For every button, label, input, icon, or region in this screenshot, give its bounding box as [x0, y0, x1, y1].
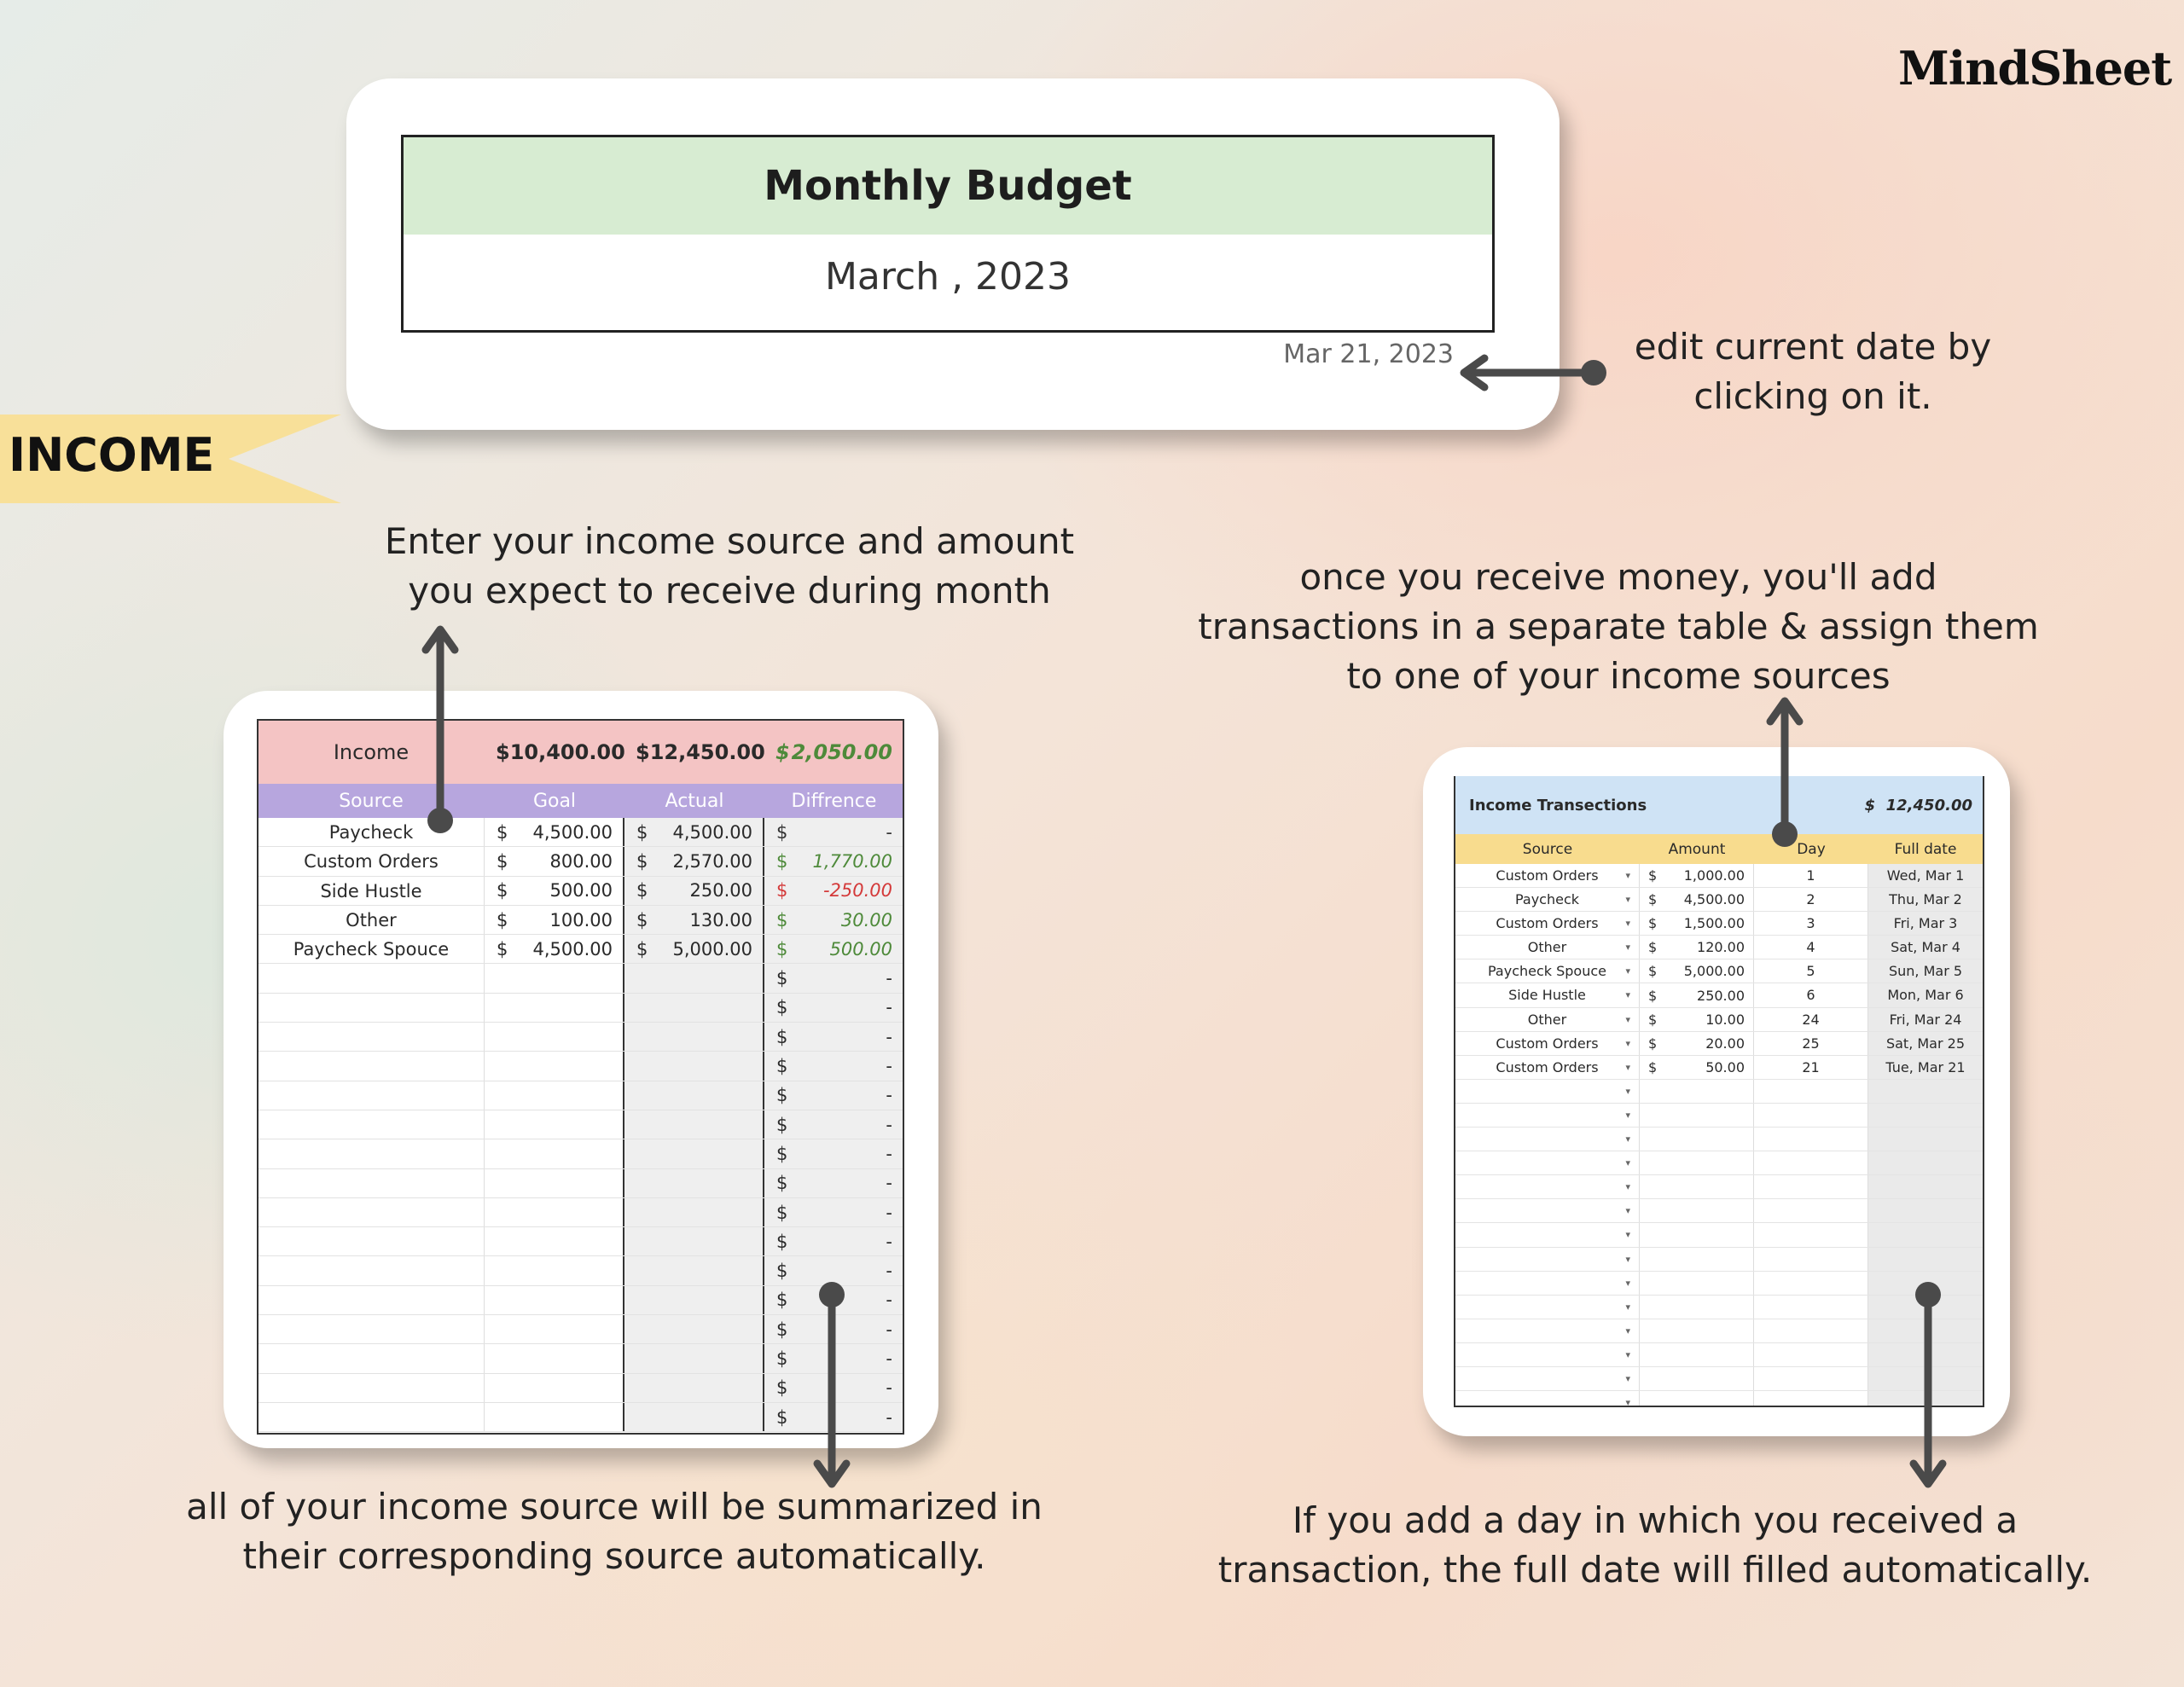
income-total-difference: 2,050.00 — [791, 740, 892, 764]
col-actual: Actual — [665, 790, 724, 812]
date-arrow-icon — [1464, 358, 1594, 387]
brand-logo: MindSheet — [1898, 41, 2172, 96]
income-difference-cell: $ - — [764, 1256, 903, 1284]
month-label: March , 2023 — [824, 255, 1072, 299]
chevron-down-icon[interactable]: ▾ — [1625, 942, 1630, 954]
tx-full-date-cell: Thu, Mar 2 — [1868, 888, 1983, 911]
tx-amount-cell[interactable]: $ 50.00 — [1640, 1056, 1754, 1079]
tx-source-select[interactable]: Custom Orders ▾ — [1455, 1056, 1640, 1079]
summary-arrow-icon — [817, 1295, 846, 1484]
full-date-hint-note: If you add a day in which you received a transaction, the full date will filled automatically. — [1217, 1499, 2093, 1591]
summary-hint-note: all of your income source will be summarized in their corresponding source automatically. — [186, 1486, 1043, 1577]
chevron-down-icon[interactable]: ▾ — [1625, 1325, 1630, 1336]
tx-amount-cell[interactable]: $ 5,000.00 — [1640, 959, 1754, 983]
income-source-arrow-icon — [426, 629, 455, 820]
current-date[interactable]: Mar 21, 2023 — [1283, 339, 1454, 369]
chevron-down-icon[interactable]: ▾ — [1625, 1348, 1630, 1360]
income-source-cell[interactable]: Custom Orders — [258, 847, 485, 875]
tx-day-cell[interactable]: 6 — [1754, 983, 1868, 1006]
tx-amount-cell[interactable]: $ 10.00 — [1640, 1008, 1754, 1031]
income-difference-cell: $ - — [764, 1198, 903, 1226]
chevron-down-icon[interactable]: ▾ — [1625, 965, 1630, 977]
tx-full-date-cell: Sun, Mar 5 — [1868, 959, 1983, 983]
chevron-down-icon[interactable]: ▾ — [1625, 1397, 1630, 1407]
tx-full-date-cell: Fri, Mar 24 — [1868, 1008, 1983, 1031]
chevron-down-icon[interactable]: ▾ — [1625, 1229, 1630, 1241]
income-difference-cell: $ - — [764, 1286, 903, 1314]
tx-day-cell[interactable]: 24 — [1754, 1008, 1868, 1031]
income-difference-cell: $ - — [764, 1110, 903, 1139]
tx-col-full-date: Full date — [1894, 840, 1957, 858]
income-difference-cell: $ - — [764, 818, 903, 846]
chevron-down-icon[interactable]: ▾ — [1625, 1061, 1630, 1073]
income-goal-cell[interactable]: $ 100.00 — [485, 906, 624, 934]
chevron-down-icon[interactable]: ▾ — [1625, 1109, 1630, 1121]
income-difference-cell: $ -250.00 — [764, 877, 903, 905]
income-difference-cell: $ - — [764, 1227, 903, 1255]
income-actual-cell: $ 5,000.00 — [624, 935, 764, 963]
income-actual-cell: $ 2,570.00 — [624, 847, 764, 875]
chevron-down-icon[interactable]: ▾ — [1625, 1301, 1630, 1313]
tx-source-select[interactable]: Custom Orders ▾ — [1455, 864, 1640, 887]
income-difference-cell: $ - — [764, 1169, 903, 1197]
tx-day-cell[interactable]: 2 — [1754, 888, 1868, 911]
transactions-total: $ 12,450.00 — [1864, 796, 1972, 815]
income-total-actual: 12,450.00 — [649, 740, 765, 764]
tx-full-date-cell: Fri, Mar 3 — [1868, 912, 1983, 935]
income-source-cell[interactable]: Side Hustle — [258, 877, 485, 905]
col-difference: Diffrence — [791, 790, 877, 812]
income-goal-cell[interactable]: $ 4,500.00 — [485, 935, 624, 963]
chevron-down-icon[interactable]: ▾ — [1625, 894, 1630, 906]
income-difference-cell: $ - — [764, 1344, 903, 1372]
col-goal: Goal — [532, 790, 577, 812]
income-total-goal: 10,400.00 — [509, 740, 625, 764]
income-difference-cell: $ 30.00 — [764, 906, 903, 934]
income-actual-cell: $ 250.00 — [624, 877, 764, 905]
transactions-hint-note: once you receive money, you'll add transactions in a separate table & assign them to one of your income sources — [1198, 556, 2039, 697]
income-source-cell[interactable]: Paycheck — [258, 818, 485, 846]
chevron-down-icon[interactable]: ▾ — [1625, 1085, 1630, 1097]
tx-day-cell[interactable]: 21 — [1754, 1056, 1868, 1079]
tx-amount-cell[interactable]: $ 1,500.00 — [1640, 912, 1754, 935]
tx-full-date-cell: Wed, Mar 1 — [1868, 864, 1983, 887]
tx-amount-cell[interactable]: $ 20.00 — [1640, 1032, 1754, 1055]
income-difference-cell: $ - — [764, 1081, 903, 1110]
income-difference-cell: $ 500.00 — [764, 935, 903, 963]
transactions-title: Income Transections — [1469, 796, 1647, 815]
chevron-down-icon[interactable]: ▾ — [1625, 1133, 1630, 1145]
chevron-down-icon[interactable]: ▾ — [1625, 1372, 1630, 1384]
tx-day-cell[interactable]: 25 — [1754, 1032, 1868, 1055]
tx-source-select[interactable]: Custom Orders ▾ — [1455, 1032, 1640, 1055]
income-difference-cell: $ - — [764, 964, 903, 992]
chevron-down-icon[interactable]: ▾ — [1625, 1037, 1630, 1049]
tx-day-cell[interactable]: 3 — [1754, 912, 1868, 935]
income-difference-cell: $ - — [764, 1315, 903, 1343]
tx-full-date-cell: Sat, Mar 25 — [1868, 1032, 1983, 1055]
page-title: Monthly Budget — [404, 137, 1492, 235]
chevron-down-icon[interactable]: ▾ — [1625, 918, 1630, 930]
tx-full-date-cell: Sat, Mar 4 — [1868, 936, 1983, 959]
income-actual-cell: $ 130.00 — [624, 906, 764, 934]
tx-source-select[interactable]: Side Hustle ▾ — [1455, 983, 1640, 1006]
tx-day-cell[interactable]: 5 — [1754, 959, 1868, 983]
tx-amount-cell[interactable]: $ 1,000.00 — [1640, 864, 1754, 887]
full-date-arrow-dot — [1915, 1282, 1941, 1307]
date-arrow-dot — [1581, 360, 1606, 386]
transactions-arrow-dot — [1772, 821, 1798, 847]
chevron-down-icon[interactable]: ▾ — [1625, 1181, 1630, 1193]
income-goal-cell[interactable]: $ 4,500.00 — [485, 818, 624, 846]
income-goal-cell[interactable]: $ 800.00 — [485, 847, 624, 875]
tx-col-source: Source — [1522, 840, 1573, 858]
tx-full-date-cell: Tue, Mar 21 — [1868, 1056, 1983, 1079]
tx-full-date-cell: Mon, Mar 6 — [1868, 983, 1983, 1006]
tx-col-day: Day — [1797, 840, 1826, 858]
income-title: Income — [333, 740, 410, 764]
income-source-arrow-dot — [427, 808, 453, 833]
income-table-header: Income $ 10,400.00 $ 12,450.00 $ 2,050.00 — [258, 721, 903, 784]
income-difference-cell: $ - — [764, 1139, 903, 1168]
chevron-down-icon[interactable]: ▾ — [1625, 1205, 1630, 1217]
tx-day-cell[interactable]: 4 — [1754, 936, 1868, 959]
tx-amount-cell[interactable]: $ 4,500.00 — [1640, 888, 1754, 911]
income-difference-cell: $ - — [764, 1052, 903, 1080]
full-date-arrow-icon — [1914, 1295, 1943, 1484]
tx-source-select[interactable]: Other ▾ — [1455, 1008, 1640, 1031]
date-hint-note: edit current date by clicking on it. — [1634, 326, 1992, 417]
summary-arrow-dot — [819, 1282, 845, 1307]
transactions-arrow-icon — [1770, 701, 1799, 834]
tx-source-select[interactable]: Paycheck ▾ — [1455, 888, 1640, 911]
income-source-cell[interactable]: Paycheck Spouce — [258, 935, 485, 963]
tx-source-select[interactable]: Paycheck Spouce ▾ — [1455, 959, 1640, 983]
income-difference-cell: $ - — [764, 994, 903, 1022]
income-source-cell[interactable]: Other — [258, 906, 485, 934]
income-difference-cell: $ - — [764, 1403, 903, 1431]
income-difference-cell: $ - — [764, 1374, 903, 1402]
chevron-down-icon[interactable]: ▾ — [1625, 1157, 1630, 1169]
income-goal-cell[interactable]: $ 500.00 — [485, 877, 624, 905]
chevron-down-icon[interactable]: ▾ — [1625, 1253, 1630, 1265]
income-source-hint-note: Enter your income source and amount you expect to receive during month — [384, 520, 1075, 612]
tx-day-cell[interactable]: 1 — [1754, 864, 1868, 887]
chevron-down-icon[interactable]: ▾ — [1625, 870, 1630, 881]
tx-source-select[interactable]: Other ▾ — [1455, 936, 1640, 959]
chevron-down-icon[interactable]: ▾ — [1625, 1277, 1630, 1289]
tx-source-select[interactable]: Custom Orders ▾ — [1455, 912, 1640, 935]
income-difference-cell: $ - — [764, 1023, 903, 1051]
tx-col-amount: Amount — [1668, 840, 1726, 858]
chevron-down-icon[interactable]: ▾ — [1625, 1013, 1630, 1025]
col-source: Source — [339, 790, 404, 812]
income-difference-cell: $ 1,770.00 — [764, 847, 903, 875]
section-label: INCOME — [9, 428, 215, 482]
income-actual-cell: $ 4,500.00 — [624, 818, 764, 846]
tx-amount-cell[interactable]: $ 250.00 — [1640, 983, 1754, 1006]
tx-amount-cell[interactable]: $ 120.00 — [1640, 936, 1754, 959]
chevron-down-icon[interactable]: ▾ — [1625, 989, 1630, 1001]
